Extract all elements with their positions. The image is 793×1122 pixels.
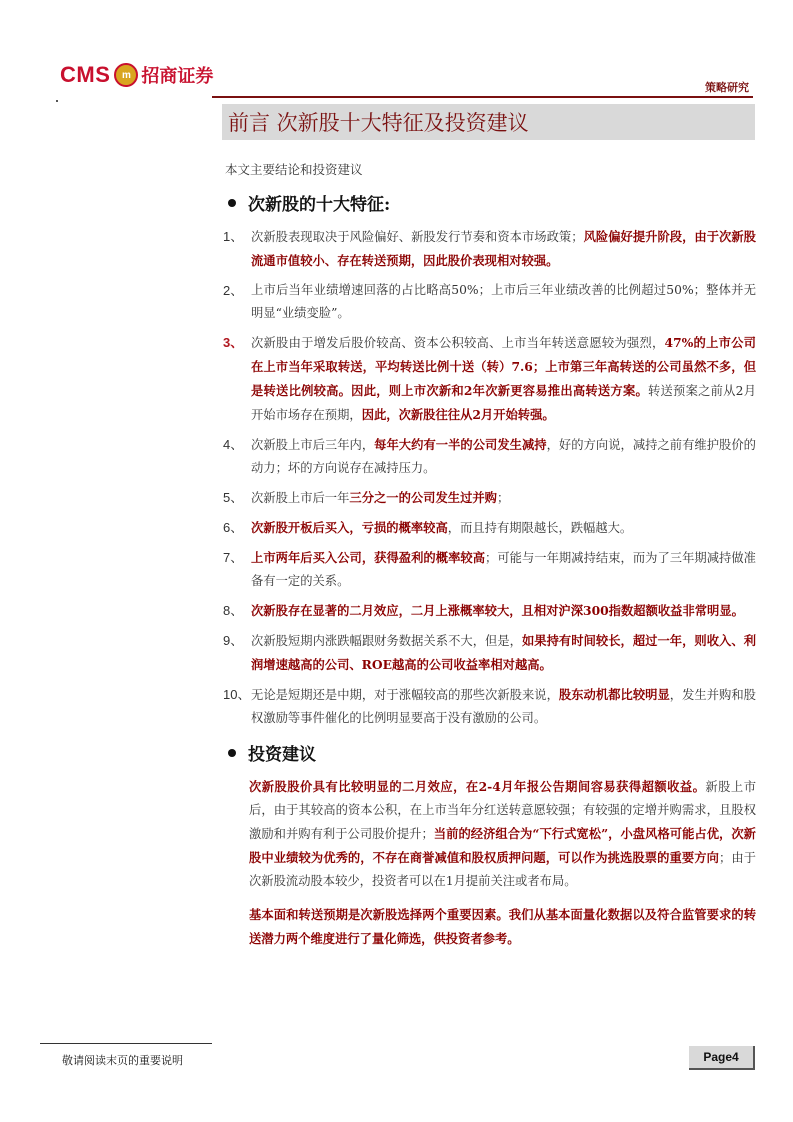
highlight-text: 股东动机都比较明显 [558, 687, 670, 702]
feature-number: 6、 [223, 520, 244, 535]
highlight-text: 47%的上市公司在上市当年采取转送，平均转送比例十送（转）7.6；上市第三年高转送的公司虽然不多，但是转送比例较高。因此，则上市次新和2年次新更容易推出高转送方案。 [251, 335, 756, 398]
highlight-text: 三分之一的公司发生过并购 [349, 490, 497, 505]
body-text: 无论是短期还是中期，对于涨幅较高的那些次新股来说， [251, 688, 559, 702]
footer-divider [40, 1043, 212, 1044]
highlight-text: 当前的经济组合为“下行式宽松”，小盘风格可能占优，次新股中业绩较为优秀的，不存在商誉减值和股权质押问题，可以作为挑选股票的重要方向 [249, 826, 756, 865]
header-divider [212, 96, 753, 98]
highlight-text: 因此，次新股往往从2月开始转强。 [361, 407, 555, 422]
feature-text [251, 433, 756, 480]
bullet-icon [228, 749, 236, 757]
highlight-text: 上市两年后买入公司，获得盈利的概率较高 [251, 550, 486, 565]
report-category: 策略研究 [705, 81, 749, 94]
highlight-text: 风险偏好提升阶段，由于次新股流通市值较小、存在转送预期，因此股价表现相对较强。 [251, 229, 756, 268]
feature-number: 1、 [223, 229, 244, 244]
body-text: 次新股上市后一年 [251, 491, 350, 505]
logo-text-latin: CMS [60, 62, 111, 87]
feature-text [251, 279, 756, 325]
highlight-text: 次新股开板后买入，亏损的概率较高 [251, 520, 448, 535]
body-text: 次新股短期内涨跌幅跟财务数据关系不大，但是， [251, 634, 522, 648]
feature-text [251, 225, 756, 273]
feature-item [223, 279, 756, 325]
feature-number: 8、 [223, 603, 244, 618]
feature-number: 2、 [223, 283, 244, 298]
features-heading [223, 190, 756, 215]
footer-disclaimer: 敬请阅读末页的重要说明 [62, 1054, 183, 1067]
feature-text [251, 516, 756, 540]
feature-item [223, 516, 756, 540]
feature-number: 10、 [223, 687, 251, 702]
body-text: ； [496, 491, 510, 505]
page-title: 前言 次新股十大特征及投资建议 [228, 111, 529, 135]
feature-number: 4、 [223, 437, 244, 452]
feature-number: 7、 [223, 550, 244, 565]
bullet-icon [228, 199, 236, 207]
highlight-text: 如果持有时间较长，超过一年，则收入、利润增速越高的公司、ROE越高的公司收益率相对越高。 [251, 633, 756, 672]
feature-item [223, 225, 756, 273]
body-text: 新股上市后，由于其较高的资本公积，在上市当年分红送转意愿较强；有较强的定增并购需求，且股权激励和并购有利于公司股价提升； [249, 780, 756, 841]
body-text: 上市后当年业绩增速回落的占比略高50%；上市后三年业绩改善的比例超过50%；整体并无明显“业绩变脸”。 [251, 283, 756, 320]
feature-text [251, 486, 756, 510]
feature-text [251, 629, 756, 677]
body-text: ；可能与一年期减持结束，而为了三年期减持做准备有一定的关系。 [251, 551, 756, 588]
logo-text-chinese: 招商证券 [141, 66, 214, 87]
decorative-dot [56, 100, 58, 102]
features-heading-text: 次新股的十大特征: [248, 195, 391, 215]
feature-text [251, 599, 756, 623]
feature-item [223, 683, 756, 730]
intro-text: 本文主要结论和投资建议 [225, 162, 363, 177]
feature-number: 3、 [223, 335, 244, 350]
feature-item [223, 546, 756, 593]
advice-heading-text: 投资建议 [248, 745, 316, 765]
body-text: ；由于次新股流动股本较少，投资者可以在1月提前关注或者布局。 [249, 851, 756, 888]
highlight-text: 次新股存在显著的二月效应，二月上涨概率较大，且相对沪深300指数超额收益非常明显。 [251, 603, 744, 618]
advice-paragraph [249, 903, 756, 951]
advice-heading [223, 740, 756, 765]
advice-paragraph [249, 775, 756, 893]
main-content [223, 160, 756, 961]
page-number: Page4 [689, 1046, 755, 1070]
feature-item [223, 486, 756, 510]
feature-text [251, 546, 756, 593]
feature-number: 5、 [223, 490, 244, 505]
feature-text [251, 331, 756, 427]
company-logo [60, 60, 213, 90]
body-text: ，而且持有期限越长，跌幅越大。 [447, 521, 633, 535]
feature-item [223, 629, 756, 677]
body-text: ，发生并购和股权激励等事件催化的比例明显要高于没有激励的公司。 [251, 688, 756, 725]
feature-number: 9、 [223, 633, 244, 648]
advice-list [223, 775, 756, 951]
features-list [223, 225, 756, 730]
feature-item [223, 599, 756, 623]
logo-mark-icon: m [114, 63, 138, 87]
body-text: 次新股上市后三年内， [251, 438, 375, 452]
body-text: 次新股表现取决于风险偏好、新股发行节奏和资本市场政策； [251, 230, 584, 244]
page-title-bar [222, 104, 755, 140]
highlight-text: 次新股股价具有比较明显的二月效应，在2-4月年报公告期间容易获得超额收益。 [249, 779, 706, 794]
highlight-text: 基本面和转送预期是次新股选择两个重要因素。我们从基本面量化数据以及符合监管要求的转送潜力两个维度进行了量化筛选，供投资者参考。 [249, 907, 756, 946]
body-text: ，好的方向说，减持之前有维护股价的动力；坏的方向说存在减持压力。 [251, 438, 756, 475]
feature-item [223, 433, 756, 480]
feature-item [223, 331, 756, 427]
body-text: 转送预案之前从2月开始市场存在预期， [251, 384, 757, 422]
highlight-text: 每年大约有一半的公司发生减持 [374, 437, 547, 452]
feature-text [251, 683, 756, 730]
body-text: 次新股由于增发后股价较高、资本公积较高、上市当年转送意愿较为强烈， [251, 336, 665, 350]
